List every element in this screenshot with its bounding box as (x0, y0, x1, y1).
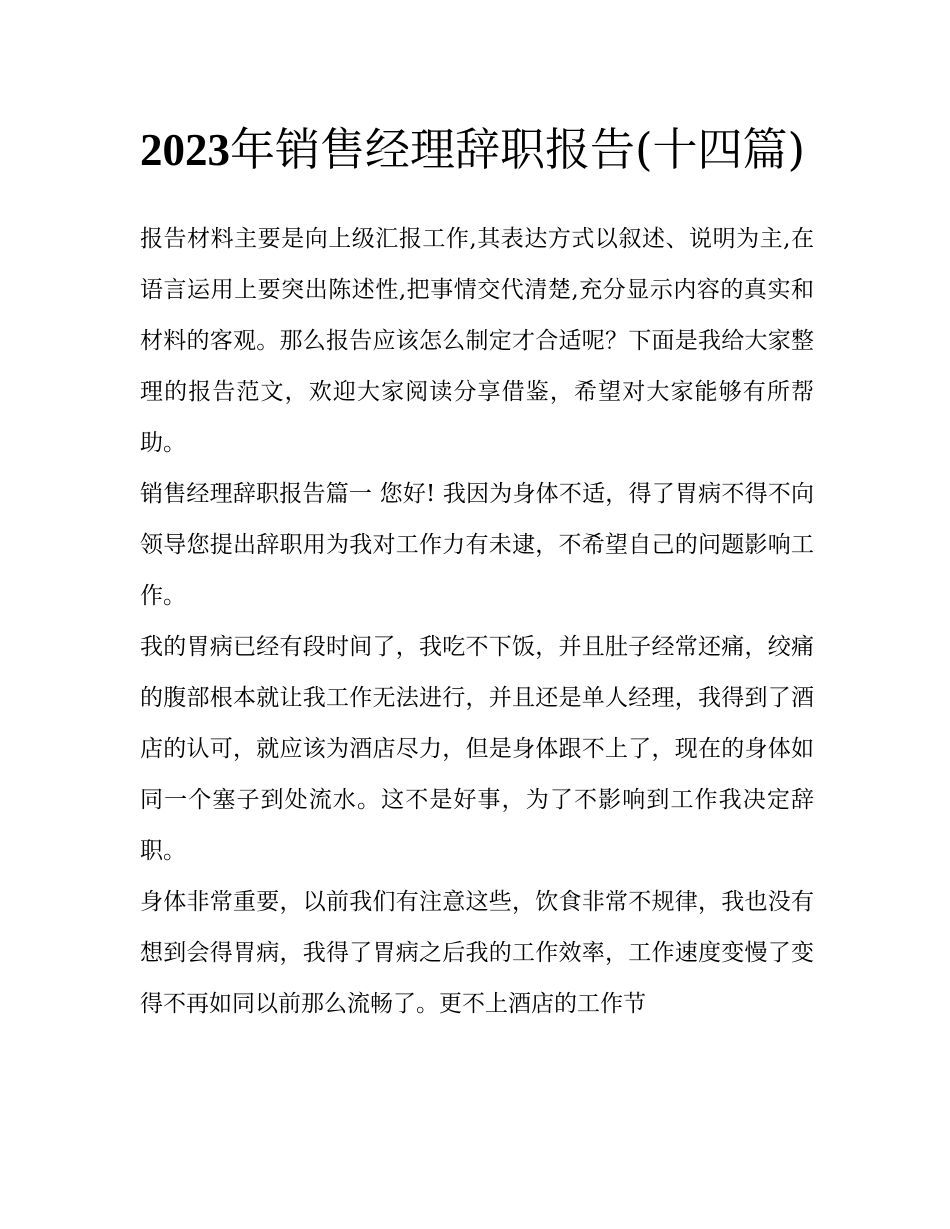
paragraph-section-one: 销售经理辞职报告篇一 您好! 我因为身体不适，得了胃病不得不向领导您提出辞职用为我对工作力有未逮，不希望自己的问题影响工作。 (140, 481, 814, 609)
title-year: 2023 (140, 125, 230, 175)
paragraph-health-importance: 身体非常重要，以前我们有注意这些，饮食非常不规律，我也没有想到会得胃病，我得了胃病之后我的工作效率，工作速度变慢了变得不再如同以前那么流畅了。更不上酒店的工作节 (140, 889, 814, 1017)
document-title (140, 116, 814, 184)
paragraph-intro: 报告材料主要是向上级汇报工作,其表达方式以叙述、说明为主,在语言运用上要突出陈述性,把事情交代清楚,充分显示内容的真实和材料的客观。那么报告应该怎么制定才合适呢？下面是我给大家整理的报告范文，欢迎大家阅读分享借鉴，希望对大家能够有所帮助。 (140, 226, 814, 456)
document-body (140, 214, 814, 1030)
title-text: 年销售经理辞职报告(十四篇) (230, 123, 806, 176)
paragraph-stomach-illness: 我的胃病已经有段时间了，我吃不下饭，并且肚子经常还痛，绞痛的腹部根本就让我工作无法进行，并且还是单人经理，我得到了酒店的认可，就应该为酒店尽力，但是身体跟不上了，现在的身体如同一个塞子到处流水。这不是好事，为了不影响到工作我决定辞职。 (140, 634, 814, 864)
document-content (140, 116, 814, 1030)
